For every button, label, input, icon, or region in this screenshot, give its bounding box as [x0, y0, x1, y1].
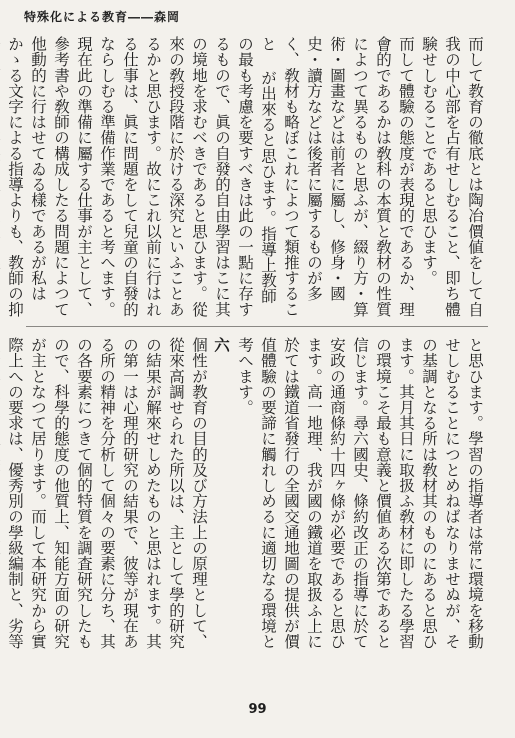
lower-paragraph: と思ひます。學習の指導者は常に環境を移動せしむることにつとめねばなりませぬが、その基調となる所は敎材其のものにあると思ひます。其月其日に取扱ふ敎材に即したる學習の環境こそ最も意義と價値ある次第であると信じます。尋六國史、條約改正の指導に於て安政の通商條約十四ヶ條が必要であると思ひます。高一地理、我が國の鐵道を取扱ふ上に於ては鐵道省發行の全國交通地圖の提供が價值體驗の要諦に觸れしめるに適切なる環境と考へます。: [236, 337, 484, 649]
block-divider: [26, 326, 488, 327]
section-heading: 六: [212, 337, 231, 353]
upper-paragraph: 而して教育の徹底とは陶冶價値をして自我の中心部を占有せしむること、即ち體験せしむることであると思ひます。: [420, 36, 484, 317]
upper-paragraph: 而して體驗の態度が表現的であるか、理會的であるかは敎科の本質と敎材の性質によつて異るものと思ふが、綴り方・算術・圖畫などは前者に屬し、修身・國史・讀方などは後者に屬するものが多く、敎材も略ぼこれによつて類推すること が出來ると思ひます。指導上教師の最も考慮を要すべきは此の一點に存するもので、眞の自發的自由學習はこに其の境地を求むべきであると思ひます。從來の敎授段階に於ける深究といふことあるかと思ひます。故にこれ以前に行はれる仕事は、眞に問題をして兒童の自發的ならしむる準備作業であると考へます。現在此の準備に屬する仕事が主として、參考書や敎師の構成したる問題によつて他動的に行はせてゐる樣であるが私はかゝる文字による指導よりも、教師の抑: [6, 36, 415, 317]
running-head: 特殊化による教育――森岡: [24, 10, 181, 24]
lower-text-block: [6, 337, 486, 655]
page-number: 99: [248, 702, 267, 717]
upper-text-block: [6, 36, 486, 318]
lower-paragraph: 個性が教育の目的及び方法上の原理として、從來高調せられた所以は、主として學的研究の結果が解來せしめたものと思はれます。其の第一は心理的研究の結果で、彼等が現在ある所の精神を分析して個々の要素に分ち、其の各要素につきて個的特質を調査研究したもので、科學的態度の他質上、知能方面の研究が主となつて居ります。而して本研究から實際上への要求は、優秀別の學級編制と、劣等: [6, 337, 208, 649]
